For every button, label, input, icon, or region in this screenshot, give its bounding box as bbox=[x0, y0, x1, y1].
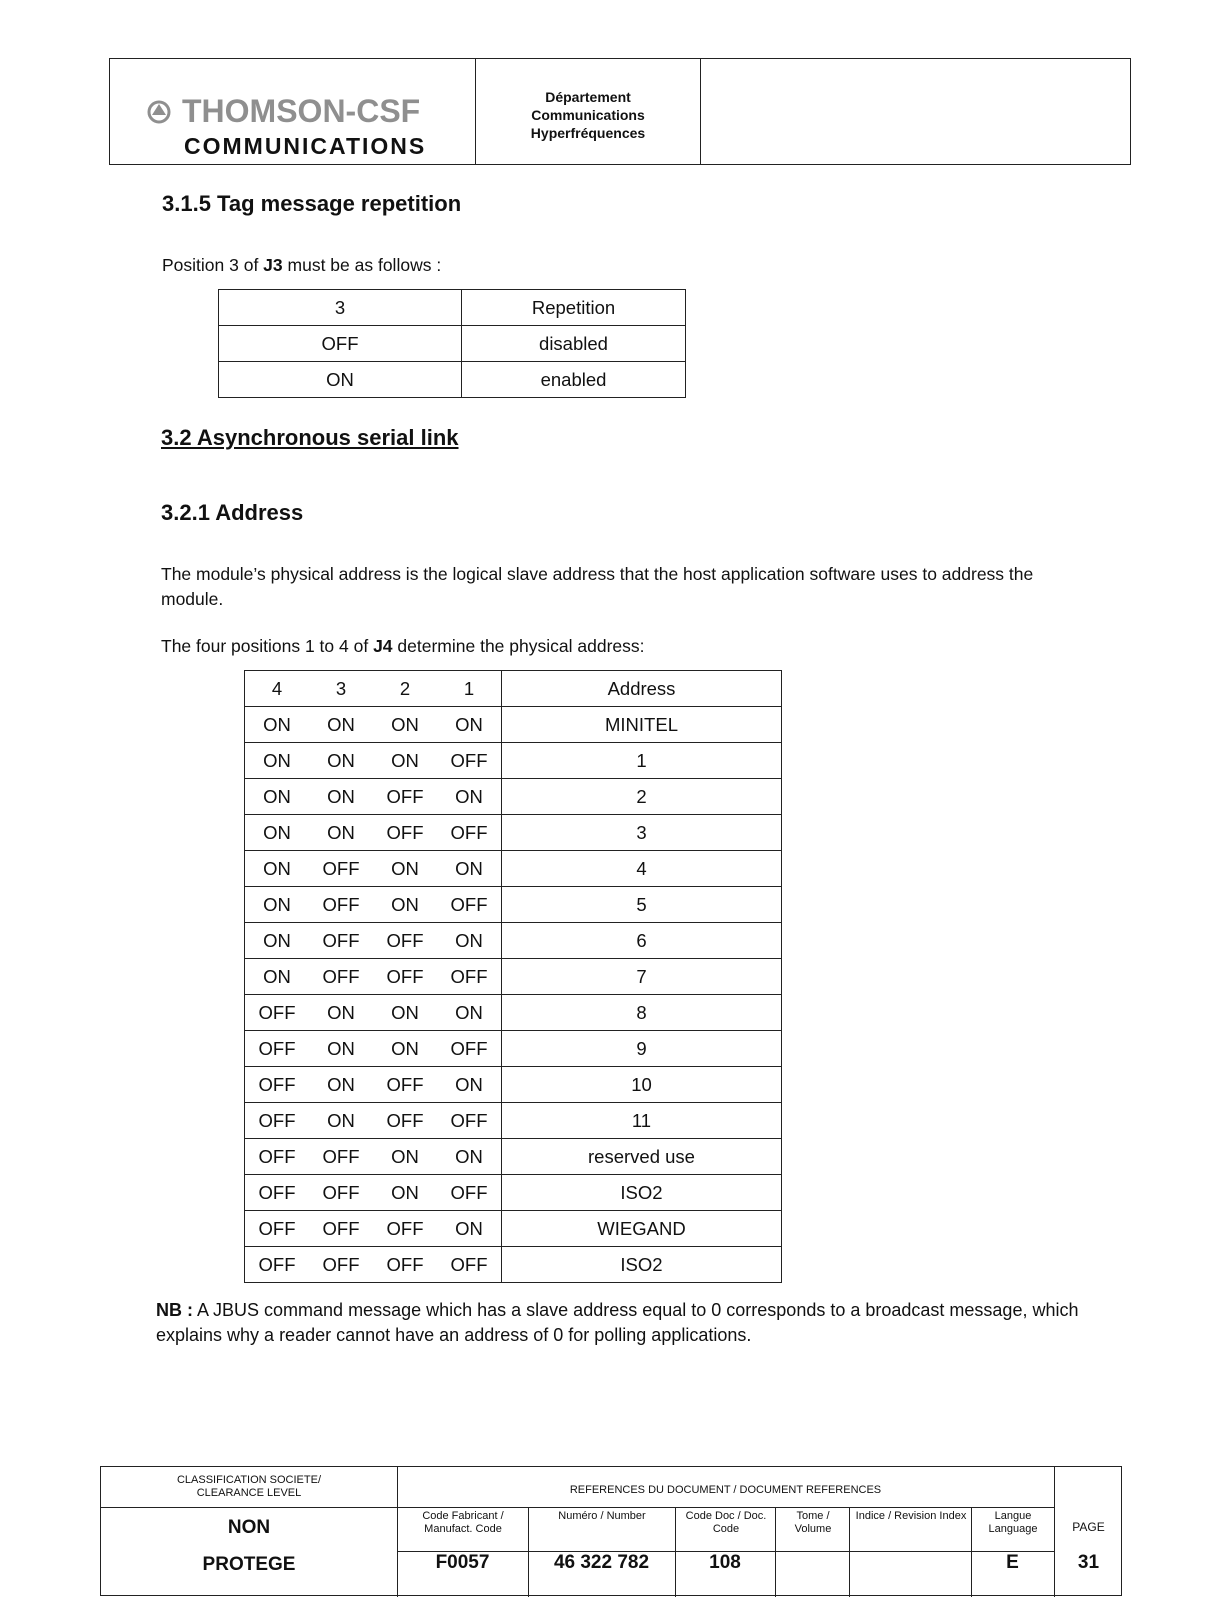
switch-position-cell: OFF bbox=[437, 1175, 502, 1211]
table-row bbox=[245, 707, 782, 743]
section-heading-315: 3.1.5 Tag message repetition bbox=[162, 191, 462, 216]
company-name: THOMSON-CSF bbox=[182, 93, 421, 129]
switch-position-cell: ON bbox=[373, 1139, 437, 1175]
switch-position-cell: OFF bbox=[437, 815, 502, 851]
classification-value: NON bbox=[227, 1517, 271, 1538]
address-cell: ISO2 bbox=[502, 1247, 782, 1283]
switch-position-cell: ON bbox=[373, 1031, 437, 1067]
table-header-cell: 1 bbox=[437, 671, 502, 707]
switch-position-cell: OFF bbox=[373, 1103, 437, 1139]
page-header bbox=[109, 58, 1131, 165]
address-cell: 10 bbox=[502, 1067, 782, 1103]
switch-position-cell: OFF bbox=[245, 1067, 310, 1103]
switch-position-cell: ON bbox=[373, 851, 437, 887]
address-cell: 2 bbox=[502, 779, 782, 815]
table-row bbox=[245, 1067, 782, 1103]
volume-label: Tome / Volume bbox=[794, 1510, 832, 1535]
switch-position-cell: OFF bbox=[309, 923, 373, 959]
switch-position-cell: ON bbox=[437, 1211, 502, 1247]
table-header-row bbox=[245, 671, 782, 707]
intro-text: must be as follows : bbox=[282, 255, 442, 275]
switch-position-cell: ON bbox=[245, 779, 310, 815]
address-cell: 6 bbox=[502, 923, 782, 959]
switch-position-cell: ON bbox=[245, 923, 310, 959]
dept-line: Communications bbox=[531, 107, 645, 123]
section-heading-32: 3.2 Asynchronous serial link bbox=[161, 425, 459, 450]
table-header-cell: 4 bbox=[245, 671, 310, 707]
switch-position-cell: OFF bbox=[309, 1211, 373, 1247]
company-logo-cell bbox=[110, 59, 476, 164]
section-heading-321: 3.2.1 Address bbox=[161, 500, 304, 525]
switch-position-cell: OFF bbox=[373, 1211, 437, 1247]
repetition-table bbox=[218, 289, 686, 398]
switch-position-cell: ON bbox=[245, 815, 310, 851]
table-row bbox=[245, 887, 782, 923]
language-value: E bbox=[1006, 1552, 1019, 1573]
company-logo bbox=[146, 93, 420, 130]
classification-value: PROTEGE bbox=[202, 1554, 296, 1575]
doc-code-value: 108 bbox=[709, 1552, 741, 1573]
table-cell: disabled bbox=[462, 326, 686, 362]
switch-position-cell: ON bbox=[373, 1175, 437, 1211]
switch-position-cell: ON bbox=[373, 743, 437, 779]
switch-position-cell: ON bbox=[437, 1139, 502, 1175]
manufacturer-code-label: Code Fabricant / Manufact. Code bbox=[422, 1510, 504, 1535]
table-row bbox=[245, 995, 782, 1031]
intro-text: The four positions 1 to 4 of bbox=[161, 636, 374, 656]
language-label: Langue Language bbox=[988, 1510, 1038, 1535]
switch-position-cell: ON bbox=[309, 1031, 373, 1067]
section-321-intro bbox=[161, 634, 645, 659]
switch-position-cell: OFF bbox=[373, 1247, 437, 1283]
switch-position-cell: ON bbox=[245, 887, 310, 923]
department-name bbox=[476, 88, 700, 142]
table-header-cell: Address bbox=[502, 671, 782, 707]
switch-position-cell: OFF bbox=[437, 1031, 502, 1067]
table-header-cell: 2 bbox=[373, 671, 437, 707]
table-cell: ON bbox=[219, 362, 462, 398]
switch-position-cell: ON bbox=[245, 707, 310, 743]
table-header-row bbox=[219, 290, 686, 326]
manufacturer-code-value: F0057 bbox=[435, 1552, 490, 1573]
nb-note bbox=[156, 1298, 1086, 1348]
switch-position-cell: OFF bbox=[245, 1031, 310, 1067]
address-cell: 1 bbox=[502, 743, 782, 779]
page-label: PAGE bbox=[1072, 1520, 1105, 1534]
table-row bbox=[245, 1175, 782, 1211]
table-header-cell: 3 bbox=[309, 671, 373, 707]
switch-position-cell: OFF bbox=[245, 1103, 310, 1139]
switch-position-cell: OFF bbox=[437, 959, 502, 995]
switch-position-cell: OFF bbox=[437, 887, 502, 923]
switch-position-cell: ON bbox=[245, 851, 310, 887]
jumper-name: J3 bbox=[263, 255, 283, 275]
dept-line: Hyperfréquences bbox=[530, 125, 646, 141]
address-cell: 3 bbox=[502, 815, 782, 851]
table-row bbox=[219, 326, 686, 362]
switch-position-cell: OFF bbox=[309, 1175, 373, 1211]
switch-position-cell: OFF bbox=[309, 1247, 373, 1283]
classification-label: CLASSIFICATION SOCIETE/ CLEARANCE LEVEL bbox=[176, 1474, 322, 1499]
revision-index-label: Indice / Revision Index bbox=[855, 1510, 967, 1522]
table-cell: OFF bbox=[219, 326, 462, 362]
switch-position-cell: OFF bbox=[309, 851, 373, 887]
address-cell: MINITEL bbox=[502, 707, 782, 743]
switch-position-cell: ON bbox=[309, 1103, 373, 1139]
number-value: 46 322 782 bbox=[553, 1552, 650, 1573]
address-table bbox=[244, 670, 782, 1283]
thomson-logo-icon bbox=[146, 99, 172, 125]
page-number: 31 bbox=[1077, 1552, 1100, 1573]
switch-position-cell: OFF bbox=[309, 887, 373, 923]
switch-position-cell: OFF bbox=[373, 959, 437, 995]
address-cell: 8 bbox=[502, 995, 782, 1031]
switch-position-cell: ON bbox=[437, 995, 502, 1031]
table-row bbox=[245, 1139, 782, 1175]
table-header-cell: 3 bbox=[219, 290, 462, 326]
table-row bbox=[245, 743, 782, 779]
table-row bbox=[245, 1103, 782, 1139]
switch-position-cell: OFF bbox=[309, 959, 373, 995]
department-cell bbox=[476, 59, 701, 164]
switch-position-cell: ON bbox=[309, 1067, 373, 1103]
page-footer bbox=[100, 1466, 1122, 1596]
switch-position-cell: OFF bbox=[245, 1139, 310, 1175]
switch-position-cell: ON bbox=[309, 779, 373, 815]
switch-position-cell: OFF bbox=[437, 1247, 502, 1283]
table-row bbox=[245, 779, 782, 815]
switch-position-cell: ON bbox=[437, 1067, 502, 1103]
table-row bbox=[219, 362, 686, 398]
switch-position-cell: ON bbox=[437, 923, 502, 959]
switch-position-cell: ON bbox=[437, 707, 502, 743]
switch-position-cell: OFF bbox=[373, 923, 437, 959]
section-321-paragraph: The module’s physical address is the logical slave address that the host application software uses to address the module. bbox=[161, 564, 1034, 609]
footer-divider bbox=[101, 1507, 1054, 1508]
address-cell: 11 bbox=[502, 1103, 782, 1139]
switch-position-cell: ON bbox=[437, 779, 502, 815]
address-cell: WIEGAND bbox=[502, 1211, 782, 1247]
switch-position-cell: OFF bbox=[245, 1247, 310, 1283]
company-subname: COMMUNICATIONS bbox=[184, 133, 427, 159]
nb-text: A JBUS command message which has a slave address equal to 0 corresponds to a broadcast message, which explains why a reader cannot have an address of 0 for polling applications. bbox=[156, 1300, 1079, 1345]
table-cell: enabled bbox=[462, 362, 686, 398]
table-row bbox=[245, 1031, 782, 1067]
switch-position-cell: ON bbox=[373, 995, 437, 1031]
address-cell: 4 bbox=[502, 851, 782, 887]
table-header-cell: Repetition bbox=[462, 290, 686, 326]
switch-position-cell: OFF bbox=[245, 995, 310, 1031]
address-cell: ISO2 bbox=[502, 1175, 782, 1211]
table-row bbox=[245, 923, 782, 959]
nb-label: NB : bbox=[156, 1300, 193, 1320]
switch-position-cell: ON bbox=[245, 743, 310, 779]
switch-position-cell: ON bbox=[437, 851, 502, 887]
switch-position-cell: ON bbox=[309, 707, 373, 743]
table-row bbox=[245, 815, 782, 851]
address-cell: 7 bbox=[502, 959, 782, 995]
address-cell: 9 bbox=[502, 1031, 782, 1067]
switch-position-cell: OFF bbox=[245, 1175, 310, 1211]
number-label: Numéro / Number bbox=[558, 1510, 646, 1522]
intro-text: Position 3 of bbox=[162, 255, 264, 275]
switch-position-cell: OFF bbox=[373, 1067, 437, 1103]
switch-position-cell: OFF bbox=[437, 1103, 502, 1139]
switch-position-cell: ON bbox=[309, 743, 373, 779]
jumper-name: J4 bbox=[373, 636, 393, 656]
intro-text: determine the physical address: bbox=[392, 636, 645, 656]
references-title: REFERENCES DU DOCUMENT / DOCUMENT REFERENCES bbox=[569, 1484, 882, 1496]
address-cell: reserved use bbox=[502, 1139, 782, 1175]
dept-line: Département bbox=[545, 89, 631, 105]
table-row bbox=[245, 1247, 782, 1283]
switch-position-cell: ON bbox=[245, 959, 310, 995]
switch-position-cell: OFF bbox=[245, 1211, 310, 1247]
switch-position-cell: OFF bbox=[309, 1139, 373, 1175]
table-row bbox=[245, 851, 782, 887]
section-315-intro bbox=[162, 253, 441, 278]
switch-position-cell: ON bbox=[309, 995, 373, 1031]
switch-position-cell: OFF bbox=[373, 815, 437, 851]
address-cell: 5 bbox=[502, 887, 782, 923]
switch-position-cell: OFF bbox=[373, 779, 437, 815]
table-row bbox=[245, 1211, 782, 1247]
table-row bbox=[245, 959, 782, 995]
doc-code-label: Code Doc / Doc. Code bbox=[685, 1510, 767, 1535]
switch-position-cell: ON bbox=[309, 815, 373, 851]
switch-position-cell: ON bbox=[373, 887, 437, 923]
switch-position-cell: OFF bbox=[437, 743, 502, 779]
switch-position-cell: ON bbox=[373, 707, 437, 743]
